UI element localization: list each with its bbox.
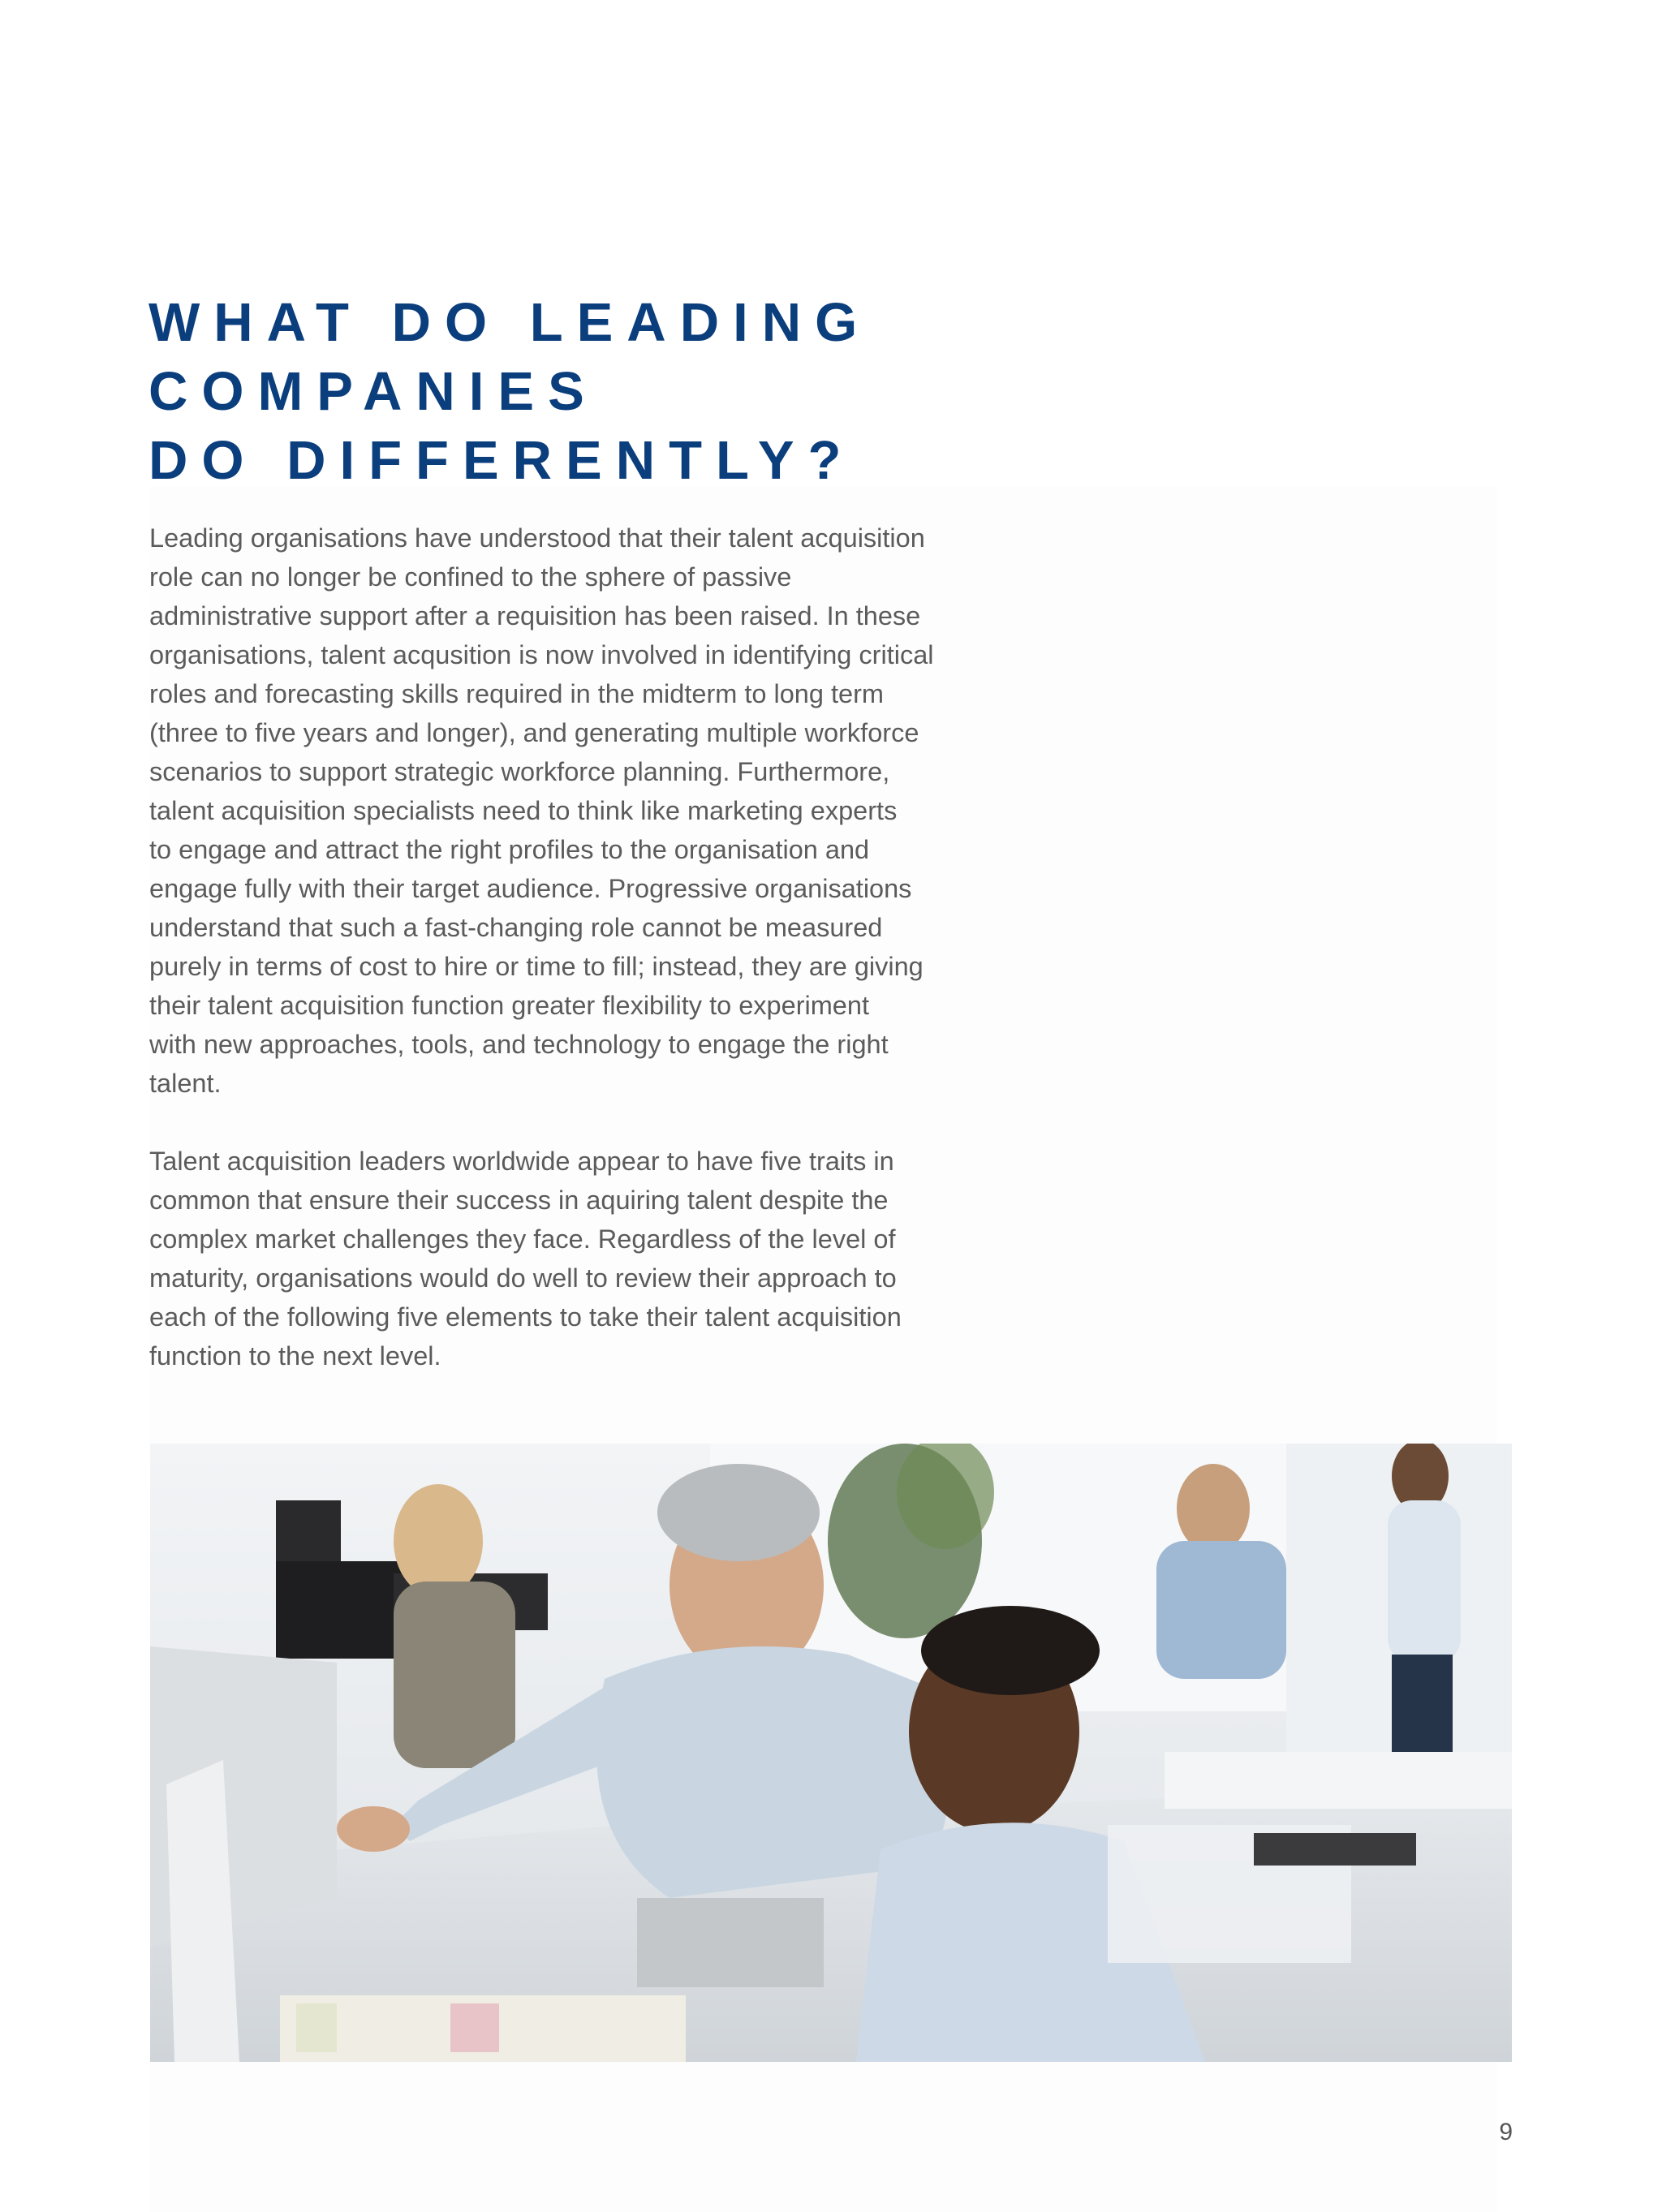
office-teamwork-photo (150, 1444, 1512, 2062)
text-line: talent. (149, 1069, 222, 1098)
text-line: purely in terms of cost to hire or time to fill; instead, they are giving (149, 952, 924, 981)
text-line: administrative support after a requisition has been raised. In these (149, 601, 921, 630)
text-line: their talent acquisition function greater flexibility to experiment (149, 991, 869, 1020)
text-line: function to the next level. (149, 1341, 441, 1371)
text-line: Talent acquisition leaders worldwide appear to have five traits in (149, 1147, 894, 1176)
photo-illustration (150, 1444, 1512, 2062)
text-line: complex market challenges they face. Regardless of the level of (149, 1224, 896, 1254)
heading-line: DO DIFFERENTLY? (149, 430, 855, 491)
heading-line: WHAT DO LEADING (149, 292, 872, 353)
page-heading (149, 288, 871, 495)
paragraph-1 (149, 519, 1058, 1103)
text-line: (three to five years and longer), and generating multiple workforce (149, 718, 919, 747)
text-line: role can no longer be confined to the sphere of passive (149, 562, 792, 592)
text-line: each of the following five elements to take their talent acquisition (149, 1302, 902, 1332)
text-line: scenarios to support strategic workforce planning. Furthermore, (149, 757, 890, 786)
text-line: common that ensure their success in aquiring talent despite the (149, 1186, 889, 1215)
paragraph-2 (149, 1142, 1058, 1375)
heading-line: COMPANIES (149, 361, 598, 422)
text-line: engage fully with their target audience. Progressive organisations (149, 874, 912, 903)
text-line: talent acquisition specialists need to think like marketing experts (149, 796, 898, 825)
text-line: understand that such a fast-changing role cannot be measured (149, 913, 883, 942)
text-line: roles and forecasting skills required in the midterm to long term (149, 679, 884, 708)
text-line: Leading organisations have understood that their talent acquisition (149, 523, 925, 553)
text-line: organisations, talent acqusition is now involved in identifying critical (149, 640, 934, 669)
text-line: with new approaches, tools, and technology to engage the right (149, 1030, 889, 1059)
page-number: 9 (1499, 2119, 1513, 2145)
body-text (149, 519, 1058, 1375)
text-line: to engage and attract the right profiles to the organisation and (149, 835, 870, 864)
text-line: maturity, organisations would do well to review their approach to (149, 1263, 897, 1293)
